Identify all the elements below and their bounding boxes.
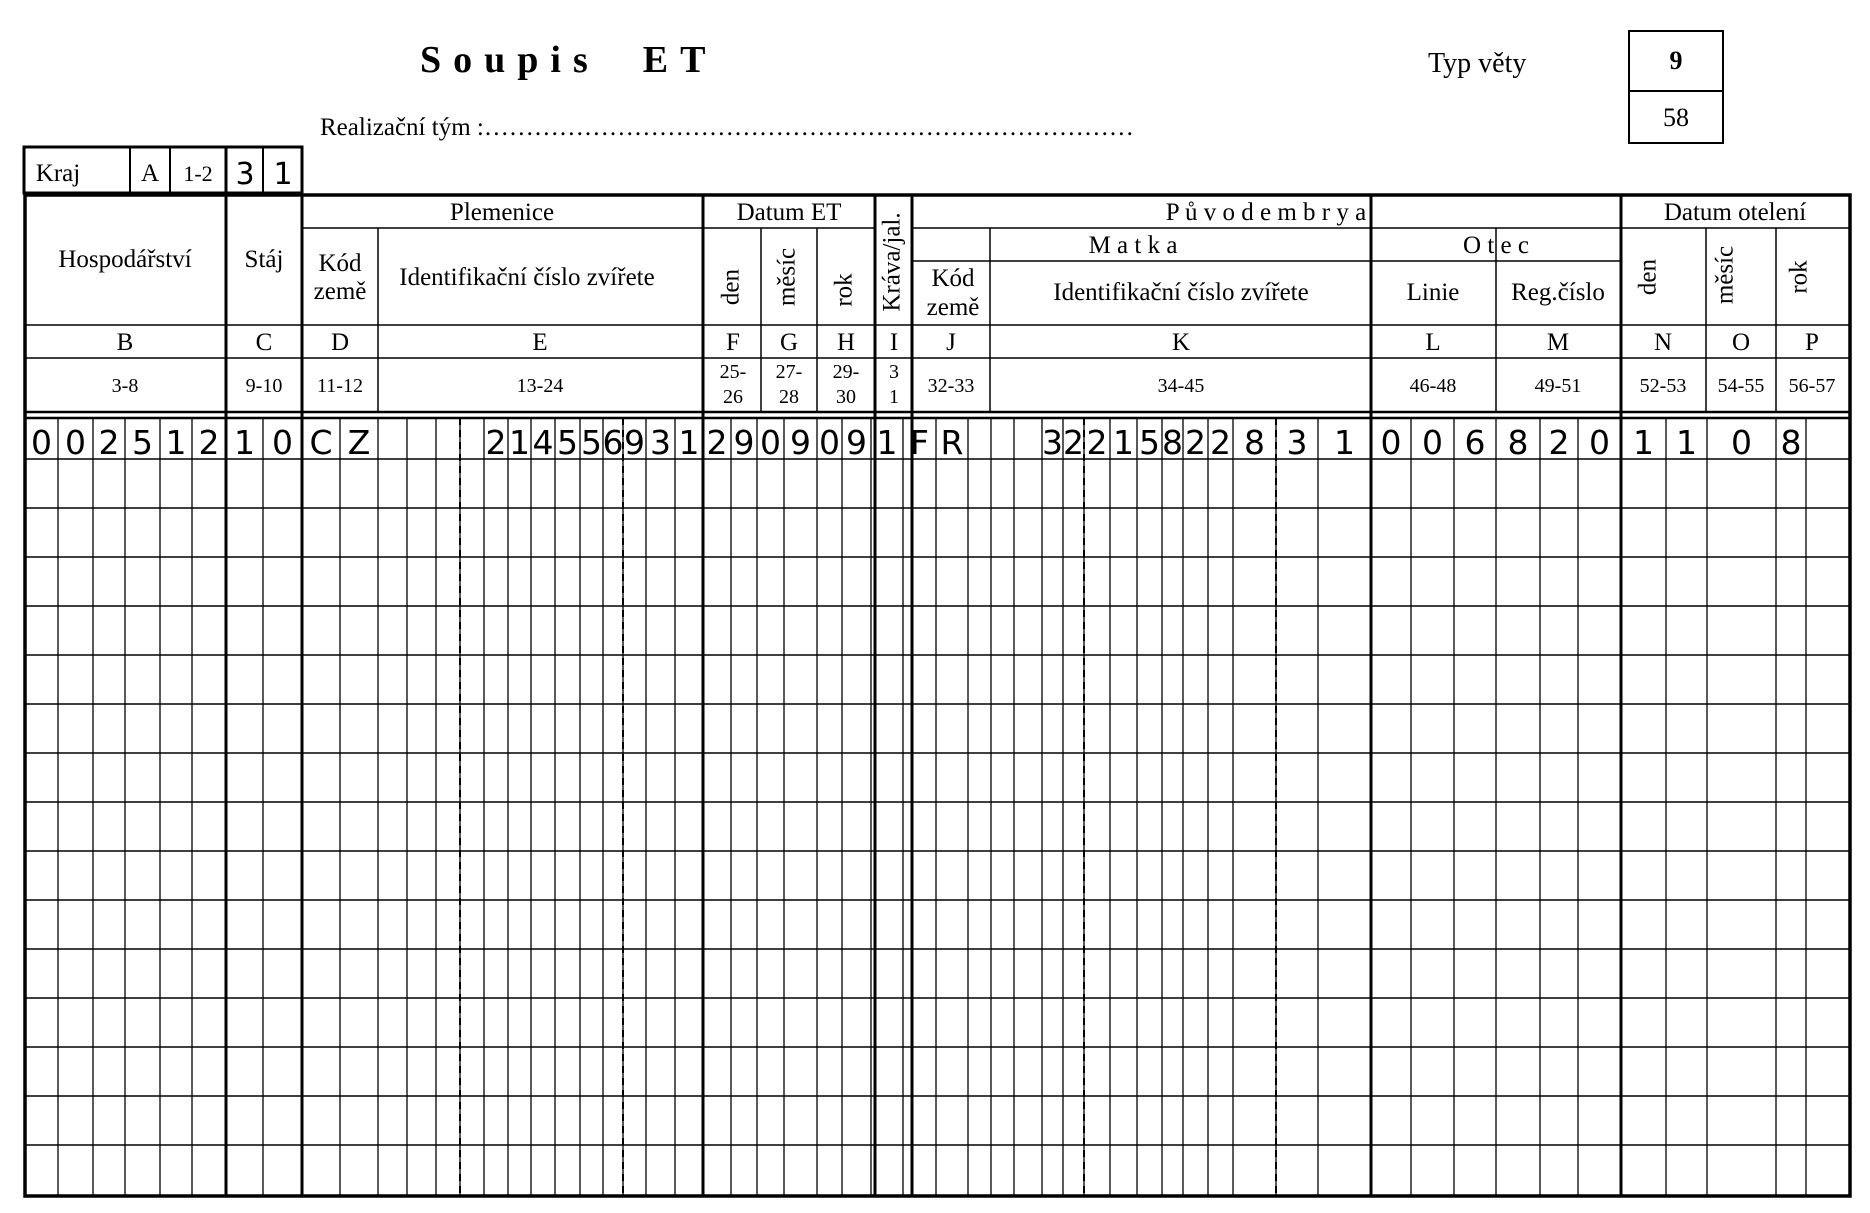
column-letter: H bbox=[836, 329, 856, 356]
header-reg-cislo: Reg.číslo bbox=[1511, 279, 1605, 306]
table-row[interactable] bbox=[25, 655, 1850, 704]
header-matka: M a t k a bbox=[1088, 232, 1178, 259]
column-letter: B bbox=[116, 329, 134, 356]
kraj-letter: A bbox=[140, 160, 160, 187]
table-row[interactable] bbox=[25, 508, 1850, 557]
column-letter: E bbox=[532, 329, 548, 356]
header-datum-oteleni: Datum otelení bbox=[1663, 199, 1807, 226]
column-range: 25- bbox=[719, 361, 747, 383]
record-type-code: 58 bbox=[1663, 103, 1689, 132]
header-kod-zeme: Kód bbox=[318, 250, 362, 277]
table-row[interactable] bbox=[25, 802, 1850, 851]
table-row[interactable] bbox=[25, 949, 1850, 998]
form-title: Soupis ET bbox=[420, 39, 718, 81]
team-dots: …………………………………………………………………… bbox=[483, 114, 1134, 141]
header-kod-zeme: země bbox=[313, 278, 367, 305]
column-range: 34-45 bbox=[1157, 375, 1205, 397]
column-letter: J bbox=[946, 329, 956, 356]
header-otec: O t e c bbox=[1463, 232, 1529, 259]
header-id-cislo: Identifikační číslo zvířete bbox=[1053, 279, 1309, 306]
column-range: 3-8 bbox=[111, 375, 139, 397]
table-row[interactable] bbox=[25, 851, 1850, 900]
column-letter: N bbox=[1653, 329, 1673, 356]
header-kod-zeme: Kód bbox=[931, 265, 975, 292]
column-range: 52-53 bbox=[1639, 375, 1687, 397]
column-letter: K bbox=[1171, 329, 1191, 356]
column-letter: I bbox=[889, 329, 899, 356]
header-krava-jal: Kráva/jal. bbox=[878, 212, 906, 312]
column-range: 32-33 bbox=[927, 375, 975, 397]
column-range: 49-51 bbox=[1534, 375, 1582, 397]
column-range: 54-55 bbox=[1717, 375, 1765, 397]
table-row[interactable] bbox=[25, 606, 1850, 655]
kraj-label: Kraj bbox=[35, 160, 81, 187]
record-type-label: Typ věty bbox=[1428, 48, 1527, 79]
kraj-cols: 1-2 bbox=[183, 161, 213, 186]
column-range: 30 bbox=[836, 386, 856, 408]
header-den: den bbox=[717, 268, 745, 306]
column-letter: L bbox=[1425, 329, 1441, 356]
table-row[interactable] bbox=[25, 1145, 1850, 1194]
header-kod-zeme: země bbox=[926, 294, 980, 321]
column-range: 1 bbox=[889, 386, 899, 408]
column-letter: C bbox=[255, 329, 273, 356]
kraj-value: 1 bbox=[273, 157, 293, 192]
table-row[interactable] bbox=[25, 704, 1850, 753]
column-range: 29- bbox=[832, 361, 860, 383]
header-mesic: měsíc bbox=[1711, 245, 1739, 305]
header-plemenice: Plemenice bbox=[449, 199, 555, 226]
table-row[interactable] bbox=[25, 753, 1850, 802]
column-letter: D bbox=[330, 329, 350, 356]
header-puvod-embrya: P ů v o d e m b r y a bbox=[1165, 199, 1367, 226]
column-range: 28 bbox=[779, 386, 799, 408]
header-id-cislo: Identifikační číslo zvířete bbox=[399, 264, 655, 291]
header-rok: rok bbox=[830, 273, 858, 307]
column-range: 9-10 bbox=[245, 375, 283, 397]
header-mesic: měsíc bbox=[773, 247, 801, 307]
column-range: 3 bbox=[889, 361, 899, 383]
header-linie: Linie bbox=[1406, 279, 1460, 306]
column-letter: M bbox=[1546, 329, 1570, 356]
column-range: 46-48 bbox=[1409, 375, 1457, 397]
column-letter: O bbox=[1731, 329, 1751, 356]
table-row[interactable] bbox=[25, 557, 1850, 606]
record-type-value: 9 bbox=[1630, 32, 1722, 92]
kraj-value: 3 bbox=[235, 157, 255, 192]
team-label: Realizační tým : bbox=[320, 114, 484, 141]
table-row[interactable] bbox=[25, 900, 1850, 949]
column-letter: F bbox=[726, 329, 740, 356]
header-datum-et: Datum ET bbox=[736, 199, 842, 226]
table-row[interactable] bbox=[25, 459, 1850, 508]
header-rok: rok bbox=[1785, 260, 1813, 294]
column-range: 56-57 bbox=[1788, 375, 1836, 397]
header-hospodarstvi: Hospodářství bbox=[58, 246, 192, 273]
table-row[interactable] bbox=[25, 1096, 1850, 1145]
table-row[interactable] bbox=[25, 418, 1850, 459]
table-row[interactable] bbox=[25, 1047, 1850, 1096]
table-row[interactable] bbox=[25, 998, 1850, 1047]
column-range: 27- bbox=[775, 361, 803, 383]
column-range: 11-12 bbox=[317, 375, 363, 397]
column-letter: G bbox=[779, 329, 799, 356]
header-staj: Stáj bbox=[244, 246, 284, 273]
column-range: 13-24 bbox=[516, 375, 564, 397]
column-range: 26 bbox=[723, 386, 743, 408]
column-letter: P bbox=[1805, 329, 1819, 356]
header-den: den bbox=[1634, 258, 1662, 296]
